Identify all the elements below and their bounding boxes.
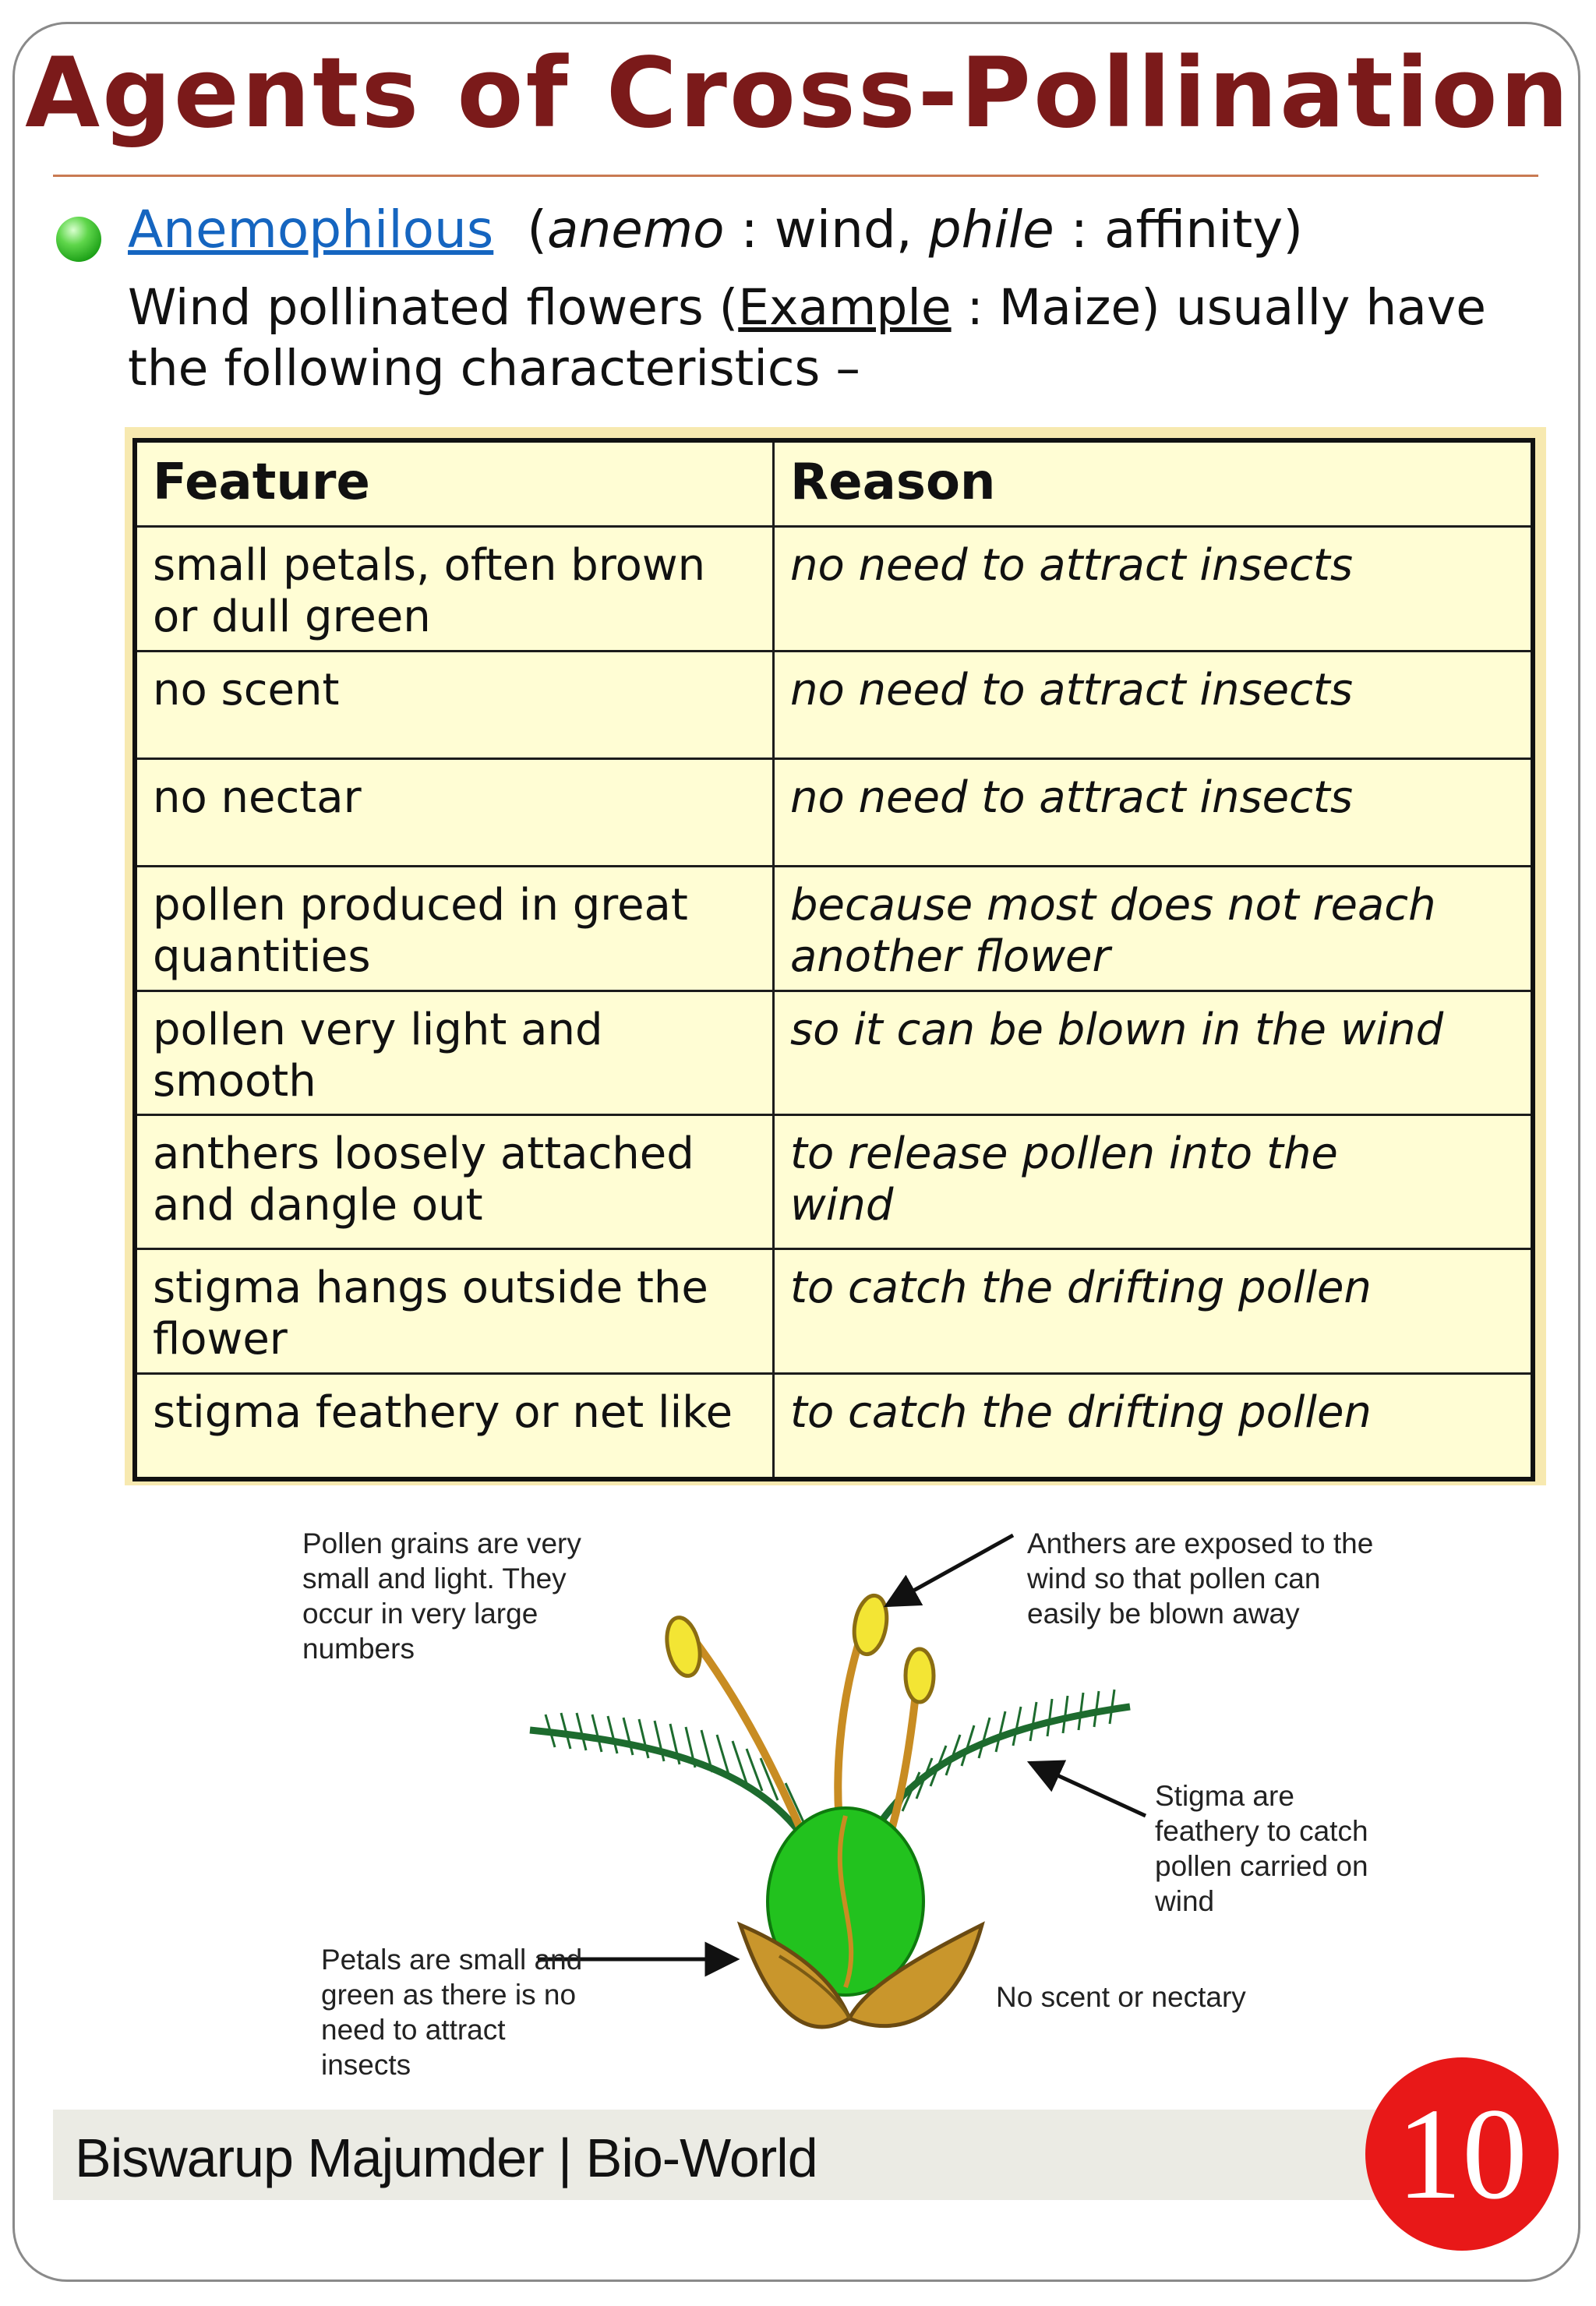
etym-open: (	[527, 200, 547, 260]
anthers-note-line: wind so that pollen can	[1027, 1563, 1321, 1594]
scent-note: No scent or nectary	[996, 1981, 1246, 2013]
left-stigma-icon	[530, 1713, 810, 1847]
etym-word-anemo: anemo	[547, 200, 725, 260]
anthers-note-line: easily be blown away	[1027, 1598, 1300, 1630]
stigma-note-line: Stigma are	[1155, 1780, 1294, 1812]
page-number-badge: 10	[1365, 2057, 1559, 2251]
pollen-note-line: small and light. They	[302, 1563, 567, 1594]
feature-cell: no nectar	[135, 758, 773, 866]
example-label: Example	[738, 279, 952, 336]
reason-cell: so it can be blown in the wind	[773, 991, 1533, 1114]
feature-cell: no scent	[135, 651, 773, 758]
flower-diagram	[0, 1481, 1596, 2104]
petals-note	[321, 1942, 582, 2082]
stigma-note-line: wind	[1155, 1885, 1215, 1917]
anthers-note-line: Anthers are exposed to the	[1027, 1527, 1374, 1559]
stigma-arrow-icon	[1030, 1763, 1146, 1816]
etym-meaning-affinity: : affinity)	[1054, 200, 1304, 260]
intro-paragraph	[128, 277, 1538, 399]
title-divider	[53, 175, 1538, 177]
table-header-row	[135, 440, 1533, 526]
reason-cell: no need to attract insects	[773, 526, 1533, 651]
para-post: : Maize) usually have the following characteristics –	[128, 279, 1502, 397]
characteristics-table	[132, 438, 1535, 1481]
table-row	[135, 651, 1533, 758]
etym-meaning-wind: : wind,	[724, 200, 929, 260]
characteristics-table-container	[125, 427, 1546, 1485]
stigma-note	[1155, 1778, 1368, 1919]
pollen-note-line: occur in very large	[302, 1598, 538, 1630]
feature-cell: stigma hangs outside the flower	[135, 1248, 773, 1373]
reason-cell: to catch the drifting pollen	[773, 1248, 1533, 1373]
table-row	[135, 758, 1533, 866]
reason-cell: no need to attract insects	[773, 651, 1533, 758]
table-row	[135, 1248, 1533, 1373]
para-pre: Wind pollinated flowers (	[128, 279, 739, 336]
reason-cell: no need to attract insects	[773, 758, 1533, 866]
reason-cell: because most does not reach another flower	[773, 866, 1533, 991]
petals-note-line: insects	[321, 2049, 411, 2081]
pollen-note	[302, 1526, 581, 1666]
anemophilous-link[interactable]: Anemophilous	[128, 200, 494, 260]
pollen-note-line: numbers	[302, 1633, 415, 1665]
page-title: Agents of Cross-Pollination	[25, 37, 1571, 150]
reason-cell: to catch the drifting pollen	[773, 1373, 1533, 1479]
feature-cell: stigma feathery or net like	[135, 1373, 773, 1479]
table-row	[135, 526, 1533, 651]
green-bullet-icon	[56, 217, 101, 262]
footer-credit: Biswarup Majumder | Bio-World	[75, 2128, 817, 2188]
header-feature: Feature	[135, 440, 773, 526]
stigma-note-line: pollen carried on	[1155, 1850, 1368, 1882]
reason-cell: to release pollen into the wind	[773, 1114, 1533, 1248]
table-row	[135, 991, 1533, 1114]
table-row	[135, 1114, 1533, 1248]
term-definition	[128, 200, 1303, 260]
feature-cell: anthers loosely attached and dangle out	[135, 1114, 773, 1248]
footer-bar	[53, 2110, 1534, 2200]
header-reason: Reason	[773, 440, 1533, 526]
feature-cell: pollen very light and smooth	[135, 991, 773, 1114]
anthers-note	[1027, 1526, 1373, 1631]
etym-word-phile: phile	[928, 200, 1054, 260]
pollen-note-line: Pollen grains are very	[302, 1527, 581, 1559]
table-row	[135, 1373, 1533, 1479]
petals-note-line: Petals are small and	[321, 1944, 583, 1976]
feature-cell: small petals, often brown or dull green	[135, 526, 773, 651]
feature-cell: pollen produced in great quantities	[135, 866, 773, 991]
anthers-arrow-icon	[887, 1535, 1013, 1605]
petals-note-line: green as there is no	[321, 1979, 577, 2011]
table-row	[135, 866, 1533, 991]
stigma-note-line: feathery to catch	[1155, 1815, 1368, 1847]
petals-note-line: need to attract	[321, 2014, 506, 2046]
